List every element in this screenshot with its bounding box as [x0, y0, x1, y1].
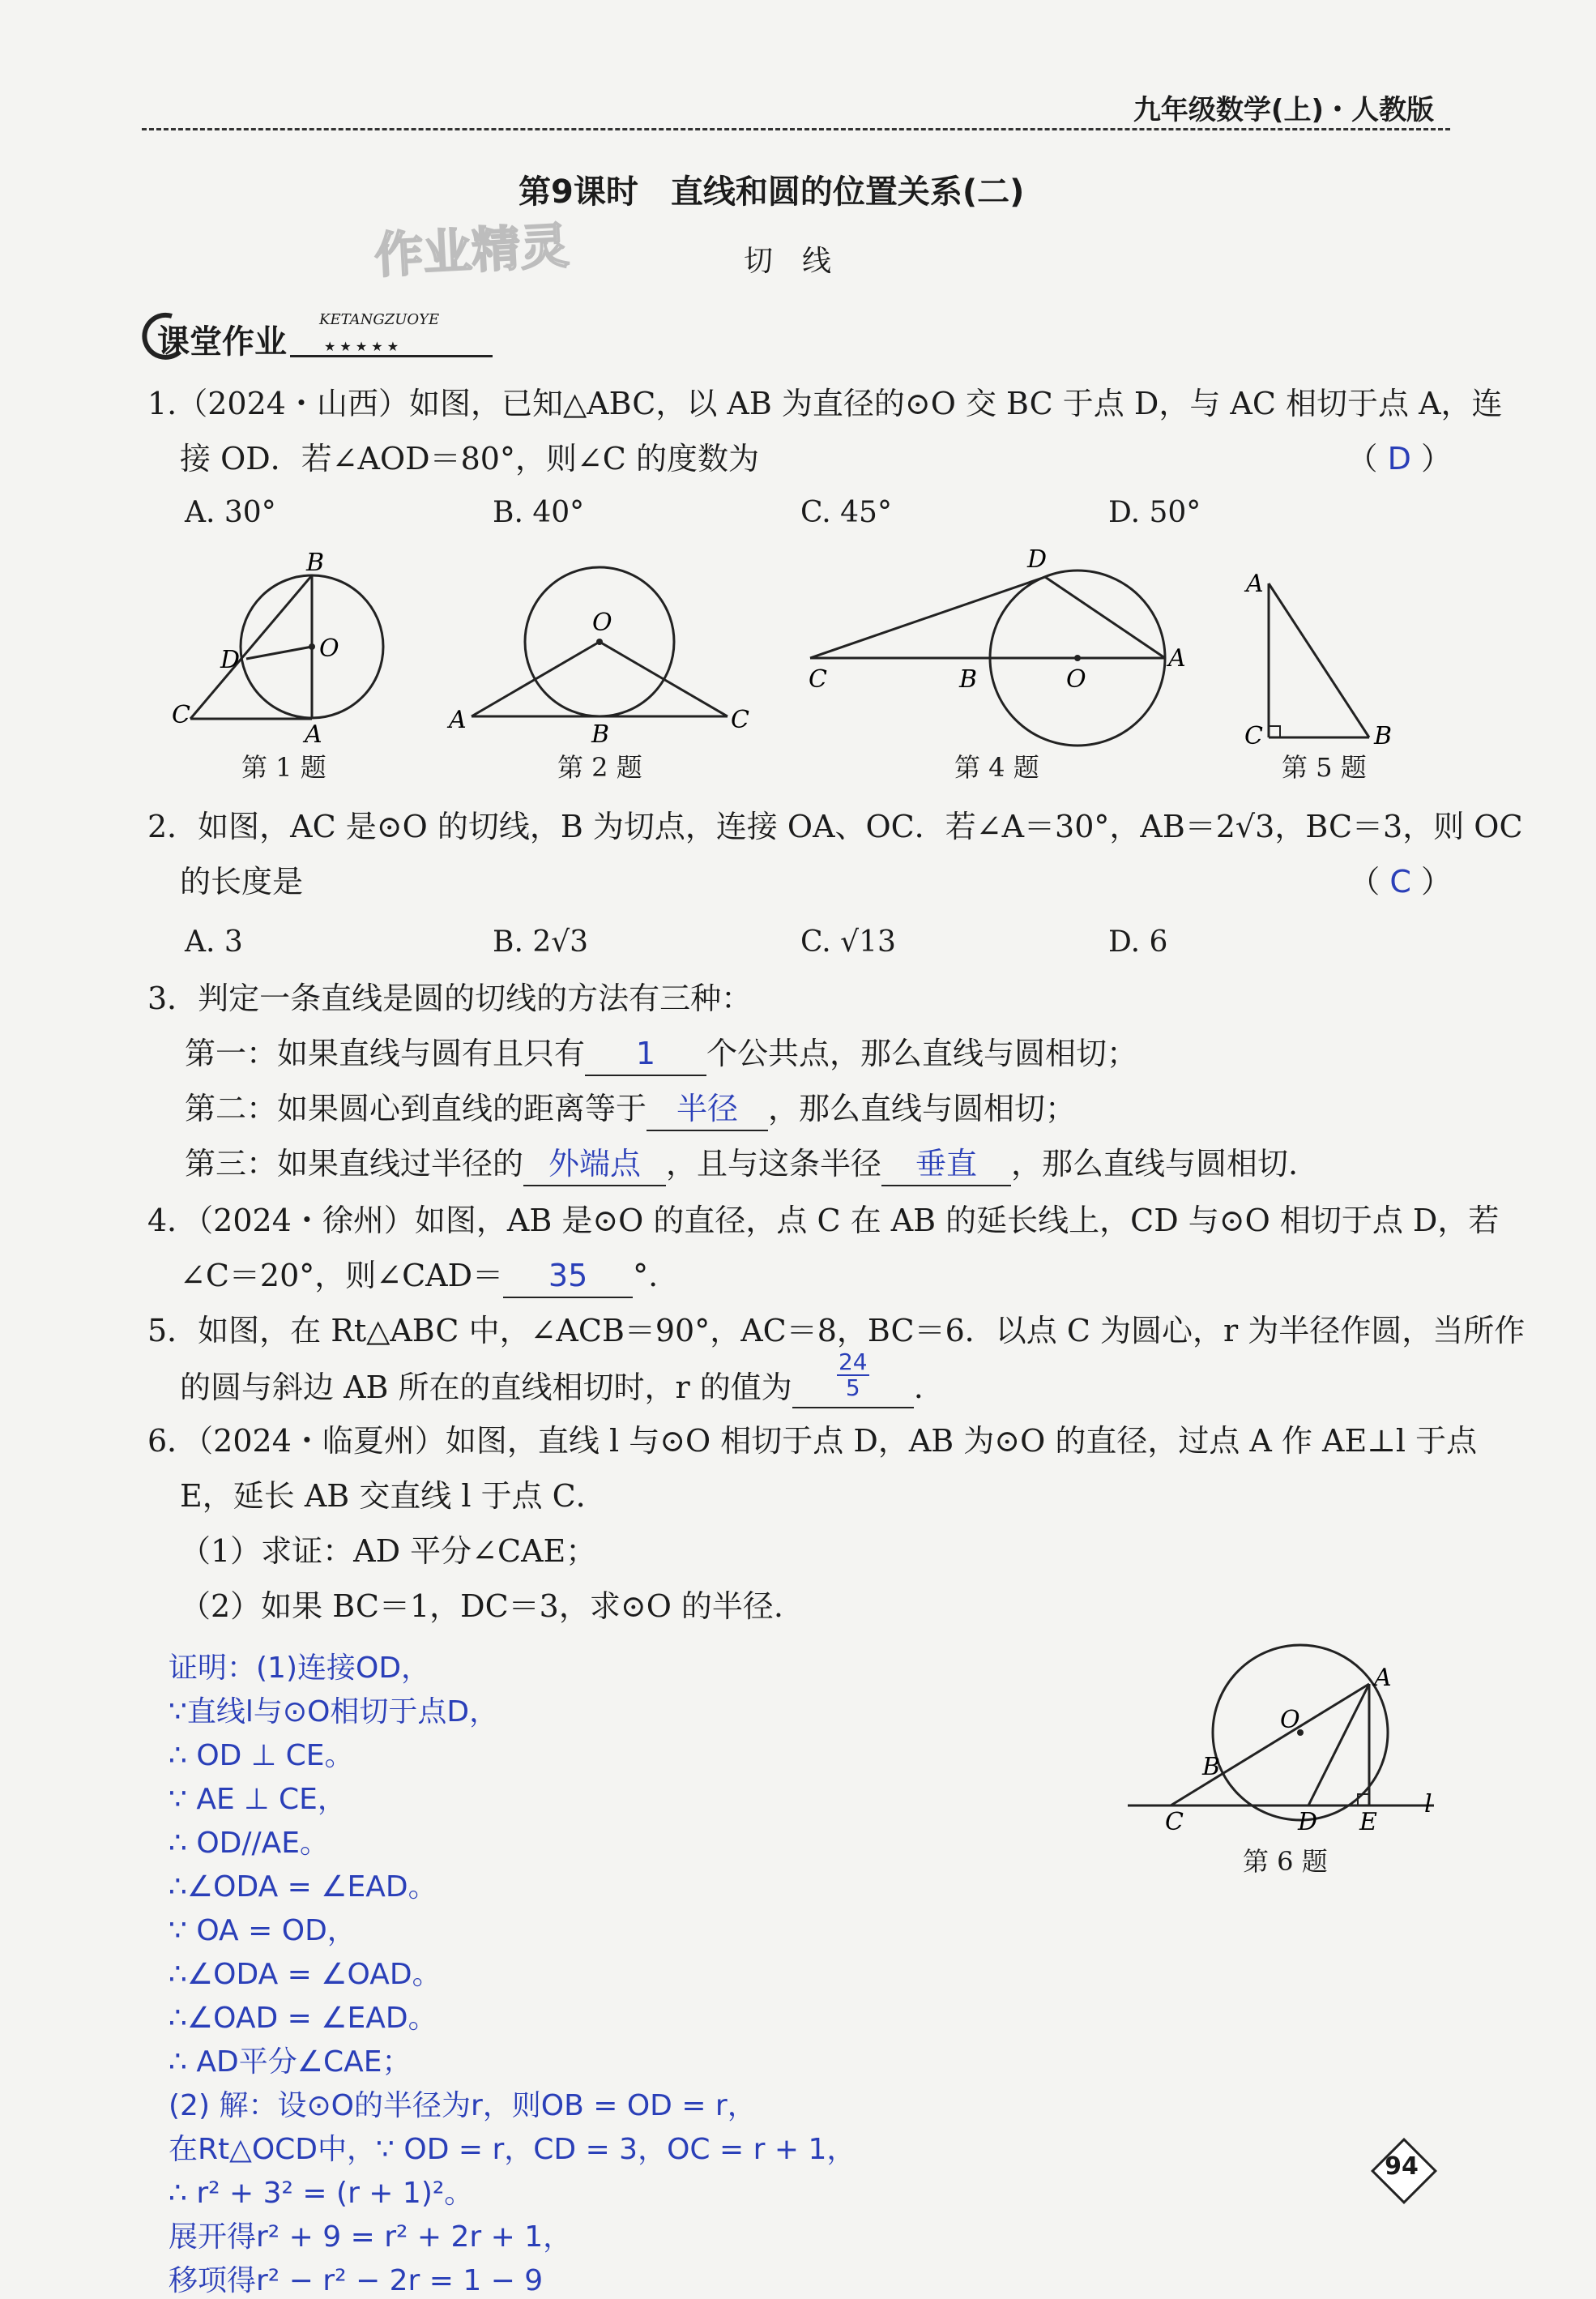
page-number-badge — [1371, 2138, 1432, 2199]
q4-suffix: °. — [633, 1258, 659, 1293]
q5-answer-denominator: 5 — [845, 1374, 860, 1401]
fig6-label-c: C — [1165, 1808, 1184, 1836]
q3-l2-suffix: ，那么直线与圆相切； — [768, 1091, 1077, 1126]
solution-line-3: ∴ OD ⊥ CE。 — [169, 1739, 354, 1772]
caption-fig2: 第 2 题 — [557, 752, 642, 783]
solution-line-7: ∵ OA = OD， — [169, 1914, 356, 1947]
q6-line1: 6．（2024・临夏州）如图，直线 l 与⊙O 相切于点 D，AB 为⊙O 的直径，过点 A 作 AE⊥l 于点 — [147, 1423, 1478, 1459]
fig1-center-dot — [309, 643, 315, 650]
q2-option-c: C. √13 — [800, 925, 896, 959]
q5-stem: 的圆与斜边 AB 所在的直线相切时，r 的值为 — [180, 1370, 792, 1405]
q5-answer-numerator: 24 — [838, 1348, 868, 1375]
fig6-label-l: l — [1424, 1790, 1432, 1818]
fig2-label-a: A — [449, 706, 467, 734]
q1-option-a: A. 30° — [185, 496, 276, 529]
q4-blank: 35 — [503, 1254, 633, 1298]
fig6-label-e: E — [1359, 1808, 1377, 1836]
solution-line-9: ∴∠OAD = ∠EAD。 — [169, 2002, 437, 2035]
q2-answer-paren: （ C ） — [1349, 864, 1452, 900]
fig2-label-c: C — [731, 706, 749, 734]
q3-line3 — [185, 1143, 1298, 1186]
section-label: 课堂作业 — [157, 323, 287, 361]
q3-intro: 3．判定一条直线是圆的切线的方法有三种： — [147, 981, 753, 1016]
q5-suffix: . — [913, 1370, 924, 1405]
fig1-label-o: O — [319, 635, 339, 663]
solution-line-4: ∵ AE ⊥ CE， — [169, 1783, 347, 1816]
solution-line-11: (2) 解：设⊙O的半径为r，则OB = OD = r， — [169, 2089, 757, 2122]
caption-fig5: 第 5 题 — [1282, 752, 1367, 783]
fig6-label-a: A — [1374, 1664, 1392, 1692]
fig1-od — [246, 647, 312, 659]
q1-stem: 接 OD．若∠AOD＝80°，则∠C 的度数为 — [180, 441, 759, 476]
figure-1 — [170, 551, 397, 746]
fig1-side-cb — [190, 575, 312, 719]
q3-blank-2: 半径 — [647, 1088, 768, 1131]
q5-line2 — [180, 1348, 924, 1408]
fig1-label-c: C — [172, 701, 190, 729]
fig5-right-angle — [1269, 726, 1280, 737]
caption-fig4: 第 4 题 — [954, 752, 1039, 783]
q4-stem: ∠C＝20°，则∠CAD＝ — [180, 1258, 504, 1293]
header-divider — [142, 128, 1450, 130]
q1-line2 — [180, 438, 1452, 480]
q2-line2 — [180, 861, 1452, 903]
fig4-da — [1045, 577, 1165, 658]
q5-blank — [792, 1348, 914, 1408]
fig1-label-b: B — [306, 551, 325, 577]
q3-line1 — [185, 1032, 1137, 1076]
solution-line-13: ∴ r² + 3² = (r + 1)²。 — [169, 2177, 474, 2210]
book-header: 九年级数学(上)・人教版 — [1133, 94, 1434, 126]
fig4-tangent-cd — [810, 577, 1045, 658]
q4-line2 — [180, 1254, 658, 1298]
fig5-label-a: A — [1246, 570, 1264, 598]
figure-4 — [802, 545, 1191, 747]
solution-line-14: 展开得r² + 9 = r² + 2r + 1， — [169, 2220, 573, 2254]
q2-answer: C — [1389, 864, 1411, 900]
fig4-label-o: O — [1066, 665, 1086, 694]
q2-line1: 2．如图，AC 是⊙O 的切线，B 为切点，连接 OA、OC．若∠A＝30°，AB＝2√3，BC＝3，则 OC — [147, 809, 1523, 844]
figure-2 — [446, 559, 753, 746]
fig6-label-b: B — [1202, 1753, 1221, 1781]
solution-line-10: ∴ AD平分∠CAE； — [169, 2045, 412, 2079]
fig1-label-a: A — [305, 720, 322, 746]
q3-l3-suffix: ，那么直线与圆相切. — [1011, 1146, 1299, 1182]
solution-line-15: 移项得r² − r² − 2r = 1 − 9 — [169, 2264, 544, 2297]
q6-part2: （2）如果 BC＝1，DC＝3，求⊙O 的半径. — [180, 1588, 784, 1624]
q2-option-a: A. 3 — [185, 925, 243, 959]
page-number: 94 — [1385, 2152, 1419, 2181]
q3-l3-prefix: 第三：如果直线过半径的 — [185, 1146, 524, 1182]
solution-line-1: 证明：(1)连接OD， — [169, 1652, 431, 1685]
fig4-label-a: A — [1168, 644, 1186, 673]
q3-l2-prefix: 第二：如果圆心到直线的距离等于 — [185, 1091, 647, 1126]
q3-blank-4: 垂直 — [881, 1143, 1011, 1186]
fig2-center-dot — [596, 639, 603, 645]
q4-line1: 4．（2024・徐州）如图，AB 是⊙O 的直径，点 C 在 AB 的延长线上，CD 与⊙O 相切于点 D，若 — [147, 1203, 1500, 1238]
q6-line2: E，延长 AB 交直线 l 于点 C． — [180, 1478, 607, 1514]
page-title: 第9课时 直线和圆的位置关系(二) — [518, 173, 1025, 211]
solution-line-5: ∴ OD//AE。 — [169, 1827, 330, 1860]
section-sub: KETANGZUOYE — [319, 311, 440, 328]
q1-answer: D — [1387, 441, 1411, 476]
section-stars: ★ ★ ★ ★ ★ — [324, 339, 399, 354]
section-underline — [290, 355, 493, 357]
q6-part1: （1）求证：AD 平分∠CAE； — [180, 1533, 597, 1569]
fig4-label-c: C — [809, 665, 827, 694]
solution-line-6: ∴∠ODA = ∠EAD。 — [169, 1870, 437, 1904]
q2-option-d: D. 6 — [1108, 925, 1168, 959]
caption-fig6: 第 6 题 — [1243, 1846, 1328, 1877]
fig5-side-ab — [1269, 583, 1369, 737]
section-subtitle: 切 线 — [744, 245, 832, 278]
q1-option-c: C. 45° — [800, 496, 892, 529]
q5-answer-fraction — [792, 1350, 914, 1400]
q2-stem: 的长度是 — [180, 864, 304, 900]
fig5-label-b: B — [1374, 722, 1393, 747]
solution-line-8: ∴∠ODA = ∠OAD。 — [169, 1958, 442, 1991]
q5-line1: 5．如图，在 Rt△ABC 中，∠ACB＝90°，AC＝8，BC＝6．以点 C 为圆心，r 为半径作圆，当所作 — [147, 1313, 1526, 1348]
fig5-label-c: C — [1244, 722, 1263, 747]
q3-l3-mid: ，且与这条半径 — [666, 1146, 882, 1182]
fig6-label-d: D — [1298, 1808, 1318, 1836]
fig6-label-o: O — [1280, 1706, 1300, 1734]
solution-line-2: ∵直线l与⊙O相切于点D， — [169, 1695, 499, 1729]
q1-answer-paren: （ D ） — [1346, 441, 1452, 476]
q3-line2 — [185, 1088, 1076, 1131]
q3-blank-3: 外端点 — [523, 1143, 666, 1186]
figure-6 — [1126, 1643, 1450, 1846]
fig2-label-o: O — [592, 609, 612, 637]
fig4-label-b: B — [959, 665, 978, 694]
q1-option-b: B. 40° — [493, 496, 585, 529]
q3-blank-1: 1 — [585, 1032, 706, 1076]
q1-option-d: D. 50° — [1108, 496, 1201, 529]
fig4-center-dot — [1074, 655, 1081, 661]
fig4-label-d: D — [1027, 545, 1048, 574]
q3-l1-prefix: 第一：如果直线与圆有且只有 — [185, 1036, 586, 1071]
figure-5 — [1240, 561, 1418, 747]
watermark: 作业精灵 — [373, 217, 570, 285]
q2-option-b: B. 2√3 — [493, 925, 589, 959]
q3-l1-suffix: 个公共点，那么直线与圆相切； — [706, 1036, 1138, 1071]
fig2-label-b: B — [591, 720, 610, 746]
section-badge — [139, 310, 496, 366]
solution-line-12: 在Rt△OCD中，∵ OD = r，CD = 3，OC = r + 1， — [169, 2133, 856, 2166]
fig1-label-d: D — [220, 646, 241, 674]
caption-fig1: 第 1 题 — [241, 752, 326, 783]
fig2-oa — [472, 642, 600, 716]
fig2-oc — [600, 642, 728, 716]
q1-line1: 1.（2024・山西）如图，已知△ABC，以 AB 为直径的⊙O 交 BC 于点 D，与 AC 相切于点 A，连 — [147, 386, 1503, 421]
